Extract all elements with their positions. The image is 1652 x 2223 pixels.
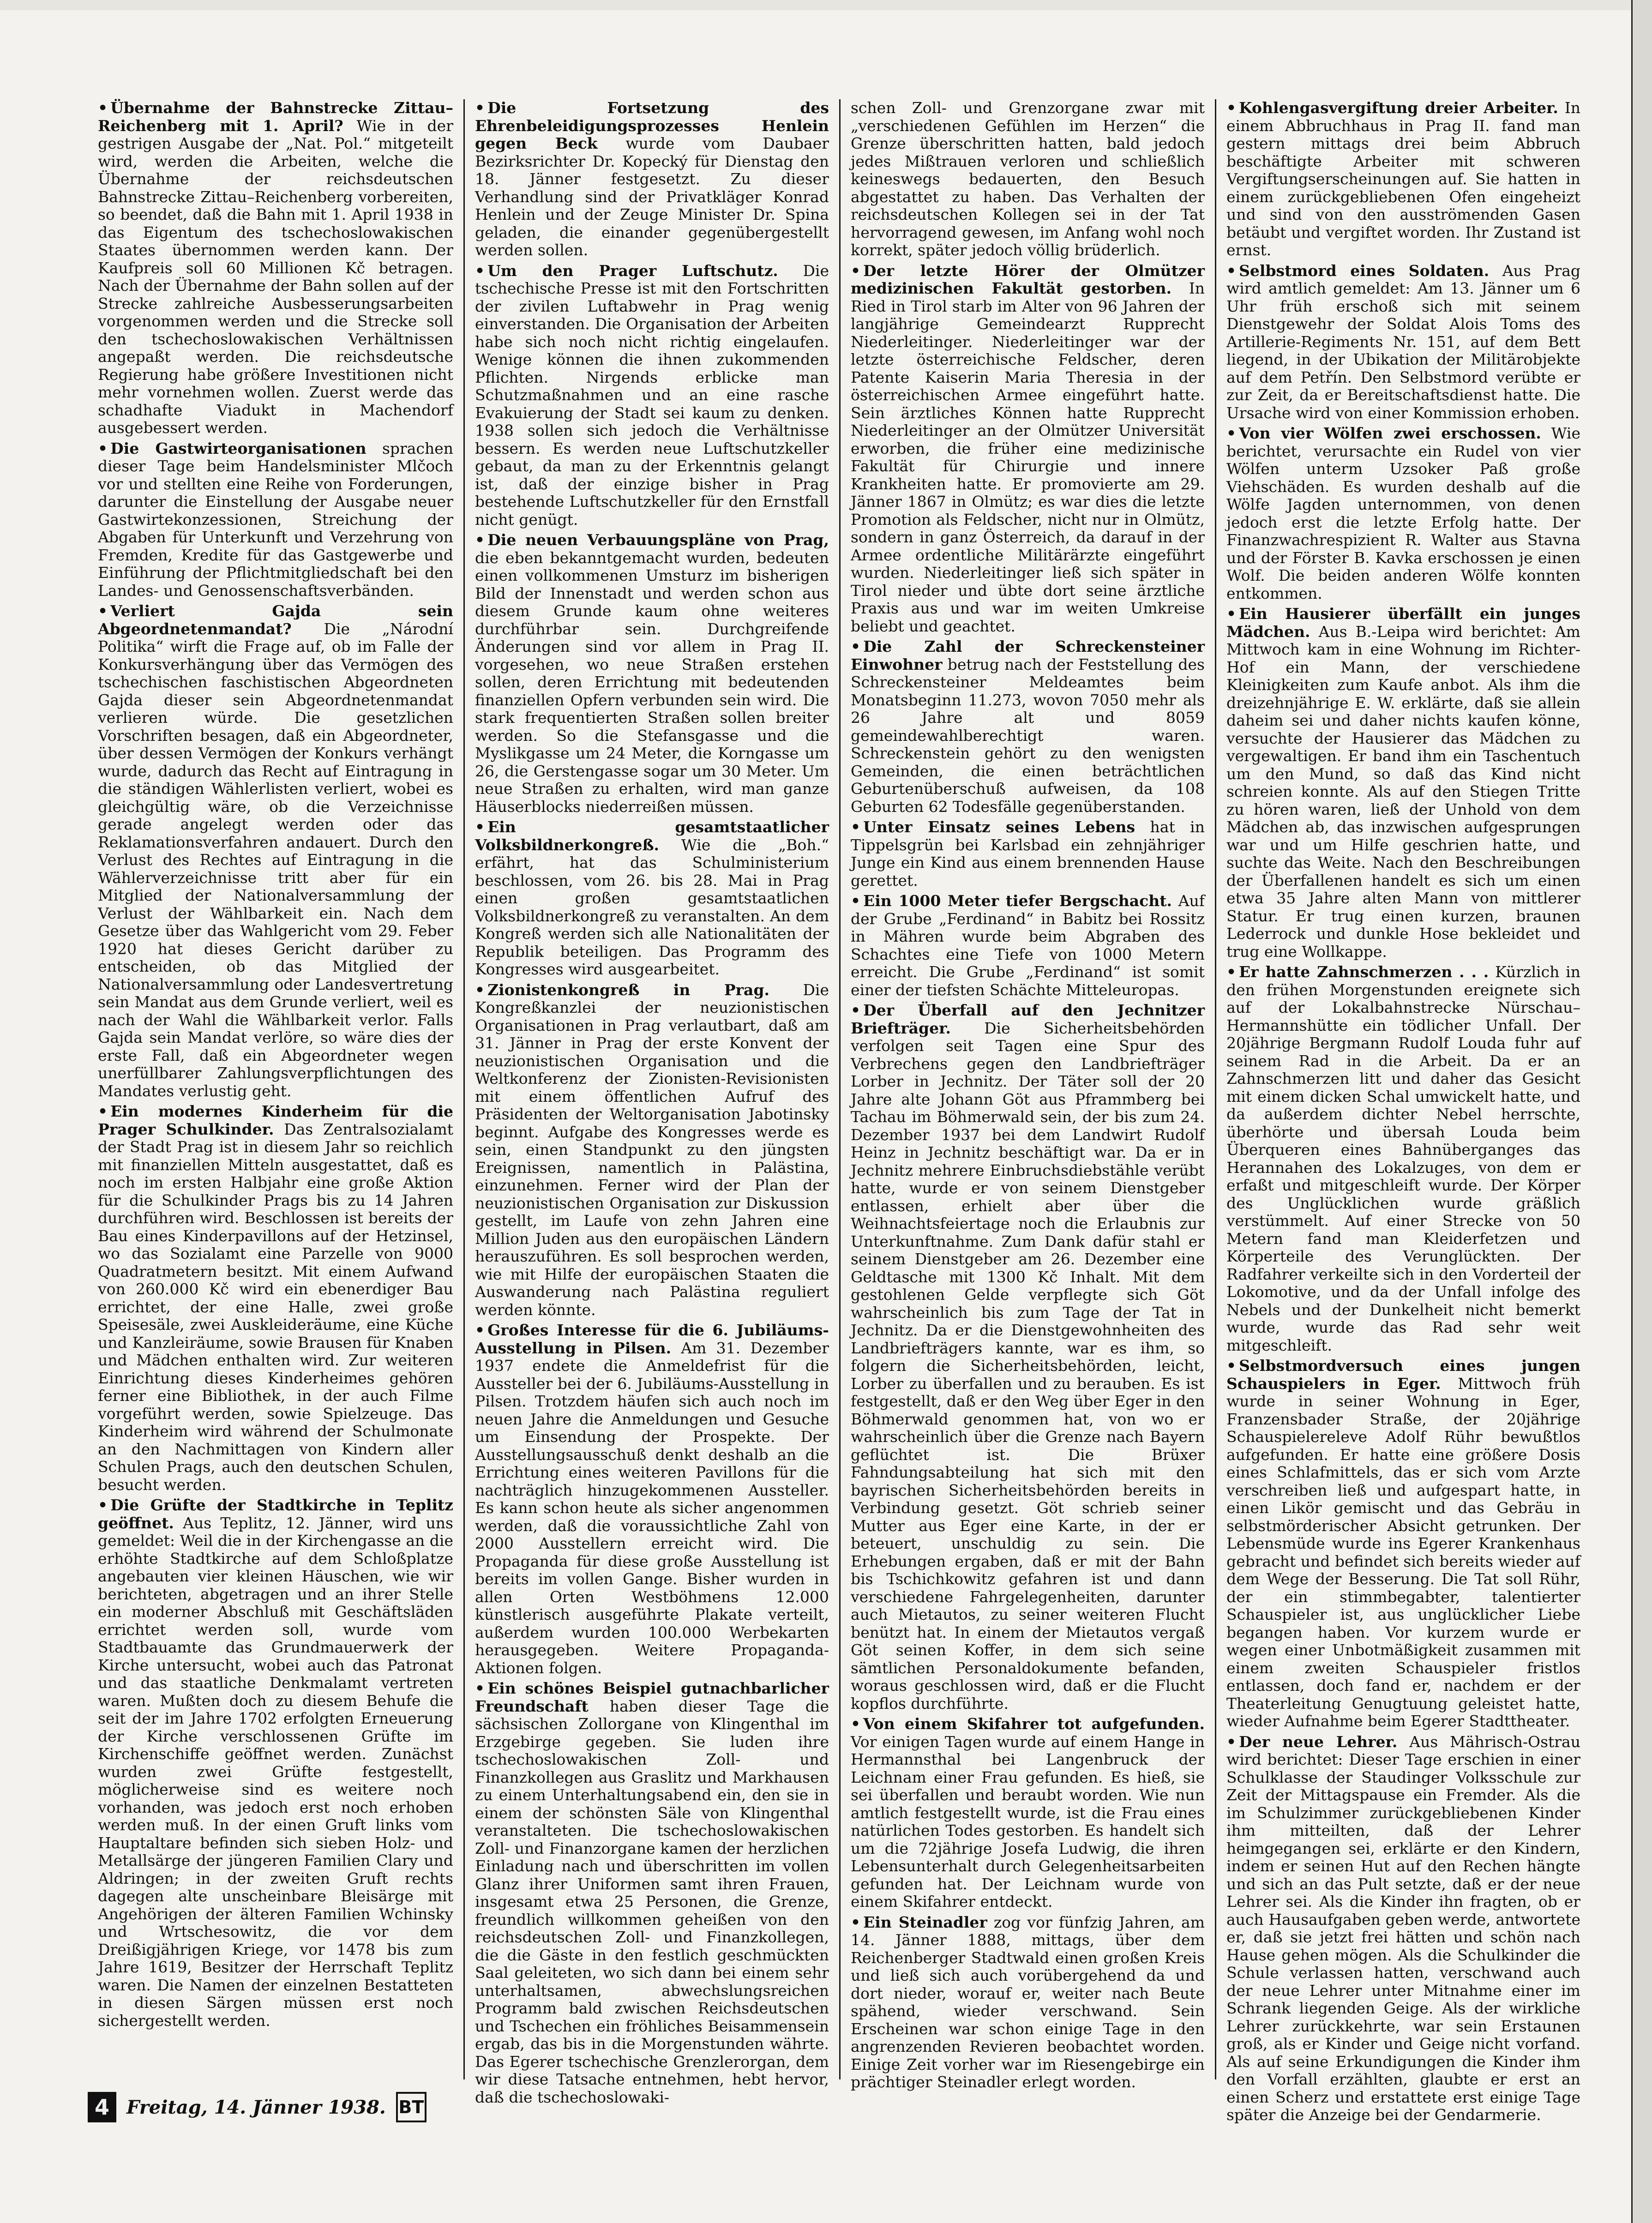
news-item [1226, 262, 1580, 422]
item-headline: Die Gastwirteorganisationen [110, 439, 366, 457]
item-body: hat in Tippelsgrün bei Karlsbad ein zehnjähriger Junge ein Kind aus einem brennenden Hause gerettet. [851, 818, 1205, 889]
item-bullet: • [1226, 424, 1237, 442]
news-item [1226, 99, 1580, 259]
item-headline: Selbstmordversuch eines jungen Schauspielers in Eger. [1226, 1357, 1580, 1393]
item-body: Wie die „Boh.“ erfährt, hat das Schulministerium beschlossen, vom 26. bis 28. Mai in Prag einen großen gesamtstaatlichen Volksbildnerkongreß zu veranstalten. An dem Kongreß werden sich alle Nationalitäten der Republik beteiligen. Das Programm des Kongresses wird ausgearbeitet. [475, 835, 829, 978]
page-right-edge [1631, 0, 1652, 2223]
news-item [475, 262, 829, 529]
item-body: haben dieser Tage die sächsischen Zollorgane von Klingenthal im Erzgebirge gegeben. Sie luden ihre tschechoslowakischen Zoll- und Finanzkollegen aus Graslitz und Markhausen zu einem Unterhaltungsabend ein, den sie in einem der schönsten Säle von Klingenthal veranstalteten. Die tschechoslowakischen Zoll- und Finanzorgane kamen der herzlichen Einladung nach und überschritten im vollen Glanz ihrer Uniformen samt ihren Frauen, insgesamt etwa 25 Personen, die Grenze, freundlich willkommen geheißen von den reichsdeutschen Zoll- und Finanzkollegen, die die Gäste in den festlich geschmückten Saal geleiteten, wo sich dann bei einem sehr unterhaltsamen, abwechslungsreichen Programm bald zwischen Reichsdeutschen und Tschechen ein fröhliches Beisammensein ergab, das bis in die Morgenstunden währte. Das Egerer tschechische Grenzlerorgan, dem wir diese Tatsache entnehmen, hebt hervor, daß die tschechoslowaki- [475, 1697, 829, 2106]
news-item [851, 818, 1205, 889]
item-bullet: • [475, 980, 485, 999]
item-body: Wie berichtet, verursachte ein Rudel von vier Wölfen unterm Uzsoker Paß große Viehschäden. Es wurden deshalb auf die Wölfe Jagden unternommen, von denen jedoch erst die letzte Erfolg hatte. Der Finanzwachrespizient R. Walter aus Stavna und der Förster B. Kavka erschossen je einen Wolf. Die beiden anderen Wölfe konnten entkommen. [1226, 424, 1580, 602]
news-item [851, 638, 1205, 816]
item-body: wurde vom Daubaer Bezirksrichter Dr. Kopecký für Dienstag den 18. Jänner festgesetzt. Zu dieser Verhandlung sind der Privatkläger Konrad Henlein und der Zeuge Minister Dr. Spina geladen, die einander gegenübergestellt werden sollen. [475, 134, 829, 259]
item-body: Die tschechische Presse ist mit den Fortschritten der zivilen Luftabwehr in Prag wenig einverstanden. Die Organisation der Arbeiten habe sich noch nicht richtig eingelaufen. Wenige können die ihnen zukommenden Pflichten. Nirgends erblicke man Schutzmaßnahmen und an eine rasche Evakuierung der Stadt sei kaum zu denken. 1938 sollen sich jedoch die Verhältnisse bessern. Es werden neue Luftschutzkeller gebaut, da man zu der Erkenntnis gelangt ist, daß der einzige bisher in Prag bestehende Luftschutzkeller für den Ernstfall nicht genügt. [475, 261, 829, 529]
news-item [1226, 425, 1580, 602]
page-footer [88, 2091, 427, 2123]
item-bullet: • [1226, 963, 1237, 981]
item-bullet: • [851, 1913, 861, 1931]
item-body: Aus B.-Leipa wird berichtet: Am Mittwoch kam in eine Wohnung im Richter-Hof ein Mann, der verschiedene Kleinigkeiten zum Kaufe anbot. Als ihm die dreizehnjährige E. W. erklärte, daß sie allein daheim sei und daher nichts kaufen könne, versuchte der Hausierer das Mädchen zu vergewaltigen. Er band ihm ein Taschentuch um den Mund, so daß das Kind nicht schreien konnte. Als auf den Stiegen Tritte zu hören waren, ließ der Unhold von dem Mädchen ab, das inzwischen aufgesprungen war und um Hilfe geschrien hatte, und suchte das Weite. Nach den Beschreibungen der Überfallenen handelt es sich um einen etwa 35 Jahre alten Mann von mittlerer Statur. Er trug einen kurzen, braunen Lederrock und dunkle Hose bekleidet und trug eine Wollkappe. [1226, 622, 1580, 961]
item-body: Die Sicherheitsbehörden verfolgen seit Tagen eine Spur des Verbrechens gegen den Landbriefträger Lorber in Jechnitz. Der Täter soll der 20 Jahre alte Johann Göt aus Pframmberg bei Tachau im Böhmerwald sein, der bis zum 24. Dezember 1937 bei dem Landwirt Rudolf Heinz in Jechnitz beschäftigt war. Da er in Jechnitz mehrere Einbruchsdiebstähle verübt hatte, wurde er von seinem Dienstgeber entlassen, erhielt aber über die Weihnachtsfeiertage noch die Erlaubnis zur Unterkunftnahme. Zum Dank dafür stahl er seinem Dienstgeber am 26. Dezember eine Geldtasche mit 1300 Kč Inhalt. Mit dem gestohlenen Gelde verpflegte sich Göt wahrscheinlich bis zum Tage der Tat in Jechnitz. Da er die Dienstgewohnheiten des Landbriefträgers kannte, war es ihm, so folgern die Sicherheitsbehörden, leicht, Lorber zu überfallen und zu berauben. Es ist festgestellt, daß er den Weg über Eger in den Böhmerwald genommen hat, von wo er wahrscheinlich über die Grenze nach Bayern geflüchtet ist. Die Brüxer Fahndungsabteilung hat sich mit den bayrischen Sicherheitsbehörden bereits in Verbindung gesetzt. Göt schrieb seiner Mutter aus Eger eine Karte, in der er beteuert, unschuldig zu sein. Die Erhebungen ergaben, daß er mit der Bahn bis Tschichkowitz gefahren ist und dann verschiedene Fahrgelegenheiten, darunter auch Mietautos, zu seiner weiteren Flucht benützt hat. In einem der Mietautos vergaß Göt seinen Koffer, in dem sich seine sämtlichen Personaldokumente befanden, woraus geschlossen wird, daß er die Flucht kopflos durchführte. [851, 1019, 1205, 1712]
item-body: Aus Prag wird amtlich gemeldet: Am 13. Jänner um 6 Uhr früh erschoß sich mit seinem Dienstgewehr der Soldat Alois Toms des Artillerie-Regiments Nr. 151, auf dem Bett liegend, in der Ubikation der Militärobjekte auf dem Petřín. Den Selbstmord verübte er zur Zeit, da er Bereitschaftsdienst hatte. Die Ursache wird von einer Kommission erhoben. [1226, 261, 1580, 422]
item-body: Das Zentralsozialamt der Stadt Prag ist in diesem Jahr so reichlich mit finanziellen Mitteln ausgestattet, daß es noch im ersten Halbjahr eine große Aktion für die Schulkinder Prags bis zu 14 Jahren durchführen wird. Beschlossen ist bereits der Bau eines Kinderpavillons auf der Hetzinsel, wo das Sozialamt eine Parzelle von 9000 Quadratmetern besitzt. Mit einem Aufwand von 260.000 Kč wird ein ebenerdiger Bau errichtet, der eine Halle, zwei große Speisesäle, zwei Auskleideräume, eine Küche und Kanzleiräume, sowie Brausen für Knaben und Mädchen enthalten wird. Zur weiteren Einrichtung dieses Kinderheimes gehören ferner eine Bibliothek, in der auch Filme vorgeführt werden, sowie Spielzeuge. Das Kinderheim wird während der Schulmonate an den Nachmittagen von Kindern aller Schulen Prags, auch den deutschen Schulen, besucht werden. [98, 1120, 453, 1494]
item-bullet: • [1226, 99, 1237, 117]
item-body: Am 31. Dezember 1937 endete die Anmeldefrist für die Aussteller bei der 6. Jubiläums-Ausstellung in Pilsen. Trotzdem häufen sich auch noch im neuen Jahre die Anmeldungen und Gesuche um Einsendung der Prospekte. Der Ausstellungsausschuß denkt deshalb an die Errichtung eines weiteren Pavillons für die nachträglich hinzugekommenen Aussteller. Es kann schon heute als sicher angenommen werden, daß die voraussichtliche Zahl von 2000 Ausstellern erreicht wird. Die Propaganda für diese große Ausstellung ist bereits im vollen Gange. Bisher wurden in allen Orten Westböhmens 12.000 künstlerisch ausgeführte Plakate verteilt, außerdem wurden 100.000 Werbekarten herausgegeben. Weitere Propaganda-Aktionen folgen. [475, 1339, 829, 1677]
column-2 [463, 99, 839, 2106]
news-item [475, 1680, 829, 2106]
item-body: Mittwoch früh wurde in seiner Wohnung in Eger, Franzensbader Straße, der 20jährige Schauspielereleve Adolf Rühr bewußtlos aufgefunden. Er hatte eine größere Dosis eines Schlafmittels, das er sich vom Arzte verschreiben ließ und aufgespart hatte, in einen Likör gemischt und das Gebräu in selbstmörderischer Absicht getrunken. Der Lebensmüde wurde ins Egerer Krankenhaus gebracht und befindet sich bereits wieder auf dem Wege der Besserung. Die Tat soll Rühr, der ein stimmbegabter, talentierter Schauspieler ist, aus unglücklicher Liebe begangen haben. Vor kurzem wurde er wegen einer Unbotmäßigkeit zusammen mit einem zweiten Schauspieler fristlos entlassen, doch fand er, nachdem er der Theaterleitung Genugtuung geleistet hatte, wieder Aufnahme beim Egerer Stadttheater. [1226, 1374, 1580, 1730]
item-bullet: • [475, 531, 485, 549]
item-body: Aus Mährisch-Ostrau wird berichtet: Dieser Tage erschien in einer Schulklasse der Staudinger Volksschule zur Zeit der Mittagspause ein Fremder. Als die im Schulzimmer zurückgebliebenen Kinder ihm mitteilten, daß der Lehrer heimgegangen sei, erklärte er den Kindern, indem er seinen Hut auf den Rechen hängte und sich an das Pult setzte, daß er der neue Lehrer sei. Als die Kinder ihn fragten, ob er auch Hausaufgaben geben werde, antwortete er, daß sie jetzt frei hätten und schön nach Hause gehen mögen. Als die Schulkinder die Schule verlassen hatten, verschwand auch der neue Lehrer unter Mitnahme einer im Schrank liegenden Geige. Als der wirkliche Lehrer zurückkehrte, war sein Erstaunen groß, als er Kinder und Geige nicht vorfand. Als auf seine Erkundigungen die Kinder ihm den Vorfall erzählten, glaubte er erst an einen Scherz und erstattete erst einige Tage später die Anzeige bei der Gendarmerie. [1226, 1732, 1580, 2124]
item-bullet: • [1226, 1357, 1237, 1375]
item-headline: Großes Interesse für die 6. Jubiläums-Ausstellung in Pilsen. [475, 1321, 829, 1357]
item-bullet: • [98, 1102, 108, 1120]
item-bullet: • [851, 637, 861, 655]
item-headline: Verliert Gajda sein Abgeordnetenmandat? [98, 602, 453, 638]
item-headline: Die Fortsetzung des Ehrenbeleidigungsprozesses Henlein gegen Beck [475, 99, 829, 152]
news-item [475, 981, 829, 1319]
item-headline: Ein 1000 Meter tiefer Bergschacht. [863, 892, 1172, 910]
item-bullet: • [851, 1715, 861, 1733]
item-body: Die Kongreßkanzlei der neuzionistischen Organisationen in Prag verlautbart, daß am 31. Jänner in Prag der erste Konvent der neuzionistischen Organisation und die Weltkonferenz der Zionisten-Revisionisten mit einem öffentlichen Aufruf des Präsidenten der Weltorganisation Jabotinsky beginnt. Aufgabe des Kongresses werde es sein, einen Standpunkt zu den jüngsten Ereignissen, namentlich in Palästina, einzunehmen. Ferner wird der Plan der neuzionistischen Organisation zur Diskussion gestellt, im Laufe von zehn Jahren eine Million Juden aus den europäischen Ländern herauszuführen. Es soll besprochen werden, wie mit Hilfe der europäischen Staaten die Auswanderung nach Palästina reguliert werden könnte. [475, 980, 829, 1319]
column-3 [839, 99, 1215, 2091]
item-bullet: • [98, 99, 108, 117]
news-item [851, 99, 1205, 259]
news-item [475, 99, 829, 259]
item-headline: Zionistenkongreß in Prag. [487, 980, 770, 999]
news-item [98, 602, 453, 1100]
item-bullet: • [98, 439, 108, 457]
news-item [98, 1103, 453, 1494]
news-item [475, 818, 829, 979]
news-item [98, 1496, 453, 2030]
item-body: Die „Národní Politika“ wirft die Frage auf, ob im Falle der Konkursverhängung über das Vermögen des tschechischen faschistischen Abgeordneten Gajda dieser sein Abgeordnetenmandat verlieren würde. Die gesetzlichen Vorschriften besagen, daß ein Abgeordneter, über dessen Vermögen der Konkurs verhängt wurde, dadurch das Recht auf Eintragung in die ständigen Wählerlisten verliert, wobei es gleichgültig wäre, ob die Verzeichnisse gerade angelegt werden oder das Reklamationsverfahren andauert. Durch den Verlust des Rechtes auf Eintragung in die Wählerverzeichnisse tritt aber für ein Mitglied der Nationalversammlung der Verlust der Wählbarkeit ein. Nach dem Gesetze über das Wahlgericht vom 29. Feber 1920 hat dieses Gericht darüber zu entscheiden, ob das Mitglied der Nationalversammlung oder Landesvertretung sein Mandat aus dem Grunde verliert, weil es nach der Wahl die Wählbarkeit verlor. Falls Gajda sein Mandat verlöre, so wäre dies der erste Fall, daß ein Abgeordneter wegen unerfüllbarer Zahlungsverpflichtungen des Mandates verlustig geht. [98, 619, 453, 1100]
item-body: In Ried in Tirol starb im Alter von 96 Jahren der langjährige Gemeindearzt Rupprecht Niederleitinger. Niederleitinger war der letzte österreichische Feldscher, deren Patente Kaiserin Maria Theresia in der österreichischen Armee eingeführt hatte. Sein ärztliches Können hatte Rupprecht Niederleitinger an der Olmützer Universität erworben, die früher eine medizinische Fakultät für Chirurgie und innere Krankheiten hatte. Er promovierte am 29. Jänner 1867 in Olmütz; es war dies die letzte Promotion als Feldscher, nicht nur in Olmütz, sondern in ganz Österreich, da darauf in der Armee ordentliche Militärärzte eingeführt wurden. Niederleitinger ließ sich später in Tirol nieder und übte dort seine ärztliche Praxis aus und war im weiten Umkreise beliebt und geachtet. [851, 279, 1205, 635]
item-body: Vor einigen Tagen wurde auf einem Hange in Hermannsthal bei Langenbruck der Leichnam einer Frau gefunden. Es hieß, sie sei überfallen und beraubt worden. Wie nun amtlich festgestellt wurde, ist die Frau eines natürlichen Todes gestorben. Es handelt sich um die 72jährige Josefa Ludwig, die ihren Lebensunterhalt durch Gelegenheitsarbeiten gefunden hat. Der Leichnam wurde von einem Skifahrer entdeckt. [851, 1732, 1205, 1911]
item-body: die eben bekanntgemacht wurden, bedeuten einen vollkommenen Umsturz im bisherigen Bild der Innenstadt und werden schon aus diesem Grunde kaum ohne weiteres durchführbar sein. Durchgreifende Änderungen sind vor allem in Prag II. vorgesehen, wo neue Straßen erstehen sollen, deren Errichtung mit bedeutenden finanziellen Opfern verbunden sein wird. Die stark frequentierten Straßen sollen breiter werden. So die Stefansgasse und die Myslikgasse um 24 Meter, die Korngasse um 26, die Gerstengasse sogar um 30 Meter. Um neue Straßen zu erhalten, wird man ganze Häuserblocks niederreißen müssen. [475, 548, 829, 816]
item-headline: Ein gesamtstaatlicher Volksbildnerkongreß. [475, 818, 829, 854]
item-bullet: • [851, 818, 861, 836]
item-body: zog vor fünfzig Jahren, am 14. Jänner 1888, mittags, über dem Reichenberger Stadtwald einen großen Kreis und ließ sich auch vorübergehend da und dort nieder, worauf er, weiter nach Beute spähend, wieder verschwand. Sein Erscheinen war schon einige Tage in den angrenzenden Revieren beobachtet worden. Einige Zeit vorher war im Riesengebirge ein prächtiger Steinadler erlegt worden. [851, 1913, 1205, 2091]
item-headline: Von vier Wölfen zwei erschossen. [1239, 424, 1541, 442]
item-bullet: • [1226, 605, 1237, 623]
item-headline: Ein modernes Kinderheim für die Prager Schulkinder. [98, 1102, 453, 1138]
news-item [851, 1002, 1205, 1712]
item-headline: Ein Hausierer überfällt ein junges Mädchen. [1226, 605, 1580, 641]
item-headline: Der neue Lehrer. [1239, 1732, 1398, 1751]
item-headline: Übernahme der Bahnstrecke Zittau–Reichenberg mit 1. April? [98, 99, 453, 135]
news-item [851, 262, 1205, 636]
news-item [475, 1322, 829, 1677]
issue-date: Freitag, 14. Jänner 1938. [126, 2096, 386, 2118]
item-body: Wie in der gestrigen Ausgabe der „Nat. Pol.“ mitgeteilt wird, werden die Arbeiten, welche die Übernahme der reichsdeutschen Bahnstrecke Zittau–Reichenberg vorbereiten, so beendet, daß die Bahn mit 1. April 1938 in das Eigentum des tschechoslowakischen Staates übernommen werden kann. Der Kaufpreis soll 60 Millionen Kč betragen. Nach der Übernahme der Bahn sollen auf der Strecke zahlreiche Ausbesserungsarbeiten vorgenommen werden und die Strecke soll den tschechoslowakischen Verhältnissen angepaßt werden. Die reichsdeutsche Regierung habe größere Investitionen nicht mehr vornehmen wollen. Zuerst werde das schadhafte Viadukt in Machendorf ausgebessert werden. [98, 116, 453, 437]
column-4 [1215, 99, 1591, 2124]
item-bullet: • [98, 602, 108, 620]
column-1 [88, 99, 463, 2079]
news-item [851, 1914, 1205, 2091]
news-item [98, 99, 453, 437]
news-item [851, 1715, 1205, 1911]
item-bullet: • [475, 818, 485, 836]
item-body: In einem Abbruchhaus in Prag II. fand man gestern mittags drei beim Abbruch beschäftigte Arbeiter mit schweren Vergiftungserscheinungen auf. Sie hatten in einem zurückgebliebenen Ofen eingeheizt und sind von den ausströmenden Gasen betäubt und vergiftet worden. Ihr Zustand ist ernst. [1226, 99, 1580, 259]
page-top-edge [0, 0, 1652, 10]
item-bullet: • [475, 99, 485, 117]
item-headline: Die Zahl der Schreckensteiner Einwohner [851, 637, 1205, 673]
item-headline: Um den Prager Luftschutz. [487, 261, 778, 280]
news-item [1226, 605, 1580, 961]
news-item [475, 531, 829, 816]
item-headline: Der letzte Hörer der Olmützer medizinischen Fakultät gestorben. [851, 261, 1205, 297]
item-headline: Kohlengasvergiftung dreier Arbeiter. [1239, 99, 1558, 117]
item-headline: Die neuen Verbauungspläne von Prag, [487, 531, 829, 549]
item-bullet: • [851, 261, 861, 280]
item-body: Auf der Grube „Ferdinand“ in Babitz bei Rossitz in Mähren wurde beim Abgraben des Schachtes eine Tiefe von 1000 Metern erreicht. Die Grube „Ferdinand“ ist somit einer der tiefsten Schächte Mitteleuropas. [851, 892, 1205, 999]
item-bullet: • [475, 1679, 485, 1697]
item-headline: Von einem Skifahrer tot aufgefunden. [863, 1715, 1205, 1733]
item-bullet: • [1226, 261, 1237, 280]
item-headline: Selbstmord eines Soldaten. [1239, 261, 1490, 280]
item-bullet: • [851, 1001, 861, 1019]
news-item [1226, 963, 1580, 1354]
item-bullet: • [1226, 1732, 1237, 1751]
item-headline: Die Grüfte der Stadtkirche in Teplitz geöffnet. [98, 1496, 453, 1532]
item-bullet: • [98, 1496, 108, 1514]
item-bullet: • [475, 261, 485, 280]
news-item [1226, 1733, 1580, 2124]
item-bullet: • [851, 892, 861, 910]
item-bullet: • [475, 1321, 485, 1339]
item-body: betrug nach der Feststellung des Schreckensteiner Meldeamtes beim Monatsbeginn 11.273, wovon 7050 mehr als 26 Jahre alt und 8059 gemeindewahlberechtigt waren. Schreckenstein gehört zu den wenigsten Gemeinden, die einen beträchtlichen Geburtenüberschuß aufweisen, da 108 Geburten 62 Todesfälle gegenüberstanden. [851, 655, 1205, 816]
news-item [1226, 1357, 1580, 1730]
item-body: Aus Teplitz, 12. Jänner, wird uns gemeldet: Weil die in der Kirchengasse an die erhöhte Stadtkirche auf dem Schloßplatze angebauten vier kleinen Häuschen, wie wir berichteten, abgetragen und an ihrer Stelle ein moderner Abschluß mit Geschäftsläden errichtet werden soll, wurde vom Stadtbauamte das Grundmauerwerk der Kirche untersucht, wobei auch das Patronat und das staatliche Denkmalamt vertreten waren. Mußten doch zu diesem Behufe die seit der im Jahre 1702 erfolgten Erneuerung der Kirche verschlossenen Grüfte im Kirchenschiffe geöffnet werden. Zunächst wurden zwei Grüfte festgestellt, möglicherweise sind es weitere noch vorhanden, was jedoch erst noch erhoben werden muß. In der einen Gruft links vom Hauptaltare befinden sich sieben Holz- und Metallsärge der jüngeren Familien Clary und Aldringen; in der zweiten Gruft rechts dagegen alte unscheinbare Bleisärge mit Angehörigen der älteren Familien Wchinsky und Wrtschesowitz, die vor dem Dreißigjährigen Kriege, vor 1478 bis zum Jahre 1619, Besitzer der Herrschaft Teplitz waren. Die Namen der einzelnen Bestatteten in diesen Särgen müssen erst noch sichergestellt werden. [98, 1514, 453, 2030]
item-body: Kürzlich in den frühen Morgenstunden ereignete sich auf der Lokalbahnstrecke Nürschau–Hermannshütte ein tödlicher Unfall. Der 20jährige Bergmann Rudolf Louda fuhr auf seinem Rad in die Arbeit. Da er an Zahnschmerzen litt und daher das Gesicht mit einem dicken Schal umwickelt hatte, und da außerdem dichter Nebel herrschte, überhörte und übersah Louda beim Überqueren eines Bahnüberganges das Herannahen des Lokalzuges, von dem er erfaßt und mitgeschleift wurde. Der Körper des Unglücklichen wurde gräßlich verstümmelt. Auf einer Strecke von 50 Metern fand man Kleiderfetzen und Körperteile des Verunglückten. Der Radfahrer verkeilte sich in den Vorderteil der Lokomotive, und da der Unfall infolge des Nebels und der Dunkelheit nicht bemerkt wurde, wurde das Rad sehr weit mitgeschleift. [1226, 963, 1580, 1354]
item-headline: Der Überfall auf den Jechnitzer Briefträger. [851, 1001, 1205, 1037]
item-body: schen Zoll- und Grenzorgane zwar mit „verschiedenen Gefühlen im Herzen“ die Grenze überschritten hatten, bald jedoch jedes Mißtrauen verloren und schließlich keineswegs bedauerten, den Besuch abgestattet zu haben. Das Verhalten der reichsdeutschen Kollegen sei in der Tat hervorragend gewesen, im Anfang wohl noch korrekt, später jedoch völlig brüderlich. [851, 99, 1205, 259]
page-number: 4 [88, 2092, 116, 2122]
news-item [851, 892, 1205, 999]
item-headline: Ein schönes Beispiel gutnachbarlicher Freundschaft [475, 1679, 829, 1715]
news-item [98, 440, 453, 600]
publisher-logo: BT [396, 2092, 427, 2122]
item-body: sprachen dieser Tage beim Handelsminister Mlčoch vor und stellten eine Reihe von Forderungen, darunter die Einstellung der Ausgabe neuer Gastwirtekonzessionen, Streichung der Abgaben für Unterkunft und Verzehrung von Fremden, Kredite für das Gastgewerbe und Einführung der Pflichtmitgliedschaft bei den Landes- und Genossenschaftsverbänden. [98, 439, 453, 600]
item-headline: Ein Steinadler [863, 1913, 987, 1931]
item-headline: Er hatte Zahnschmerzen . . . [1239, 963, 1489, 981]
item-headline: Unter Einsatz seines Lebens [863, 818, 1135, 836]
